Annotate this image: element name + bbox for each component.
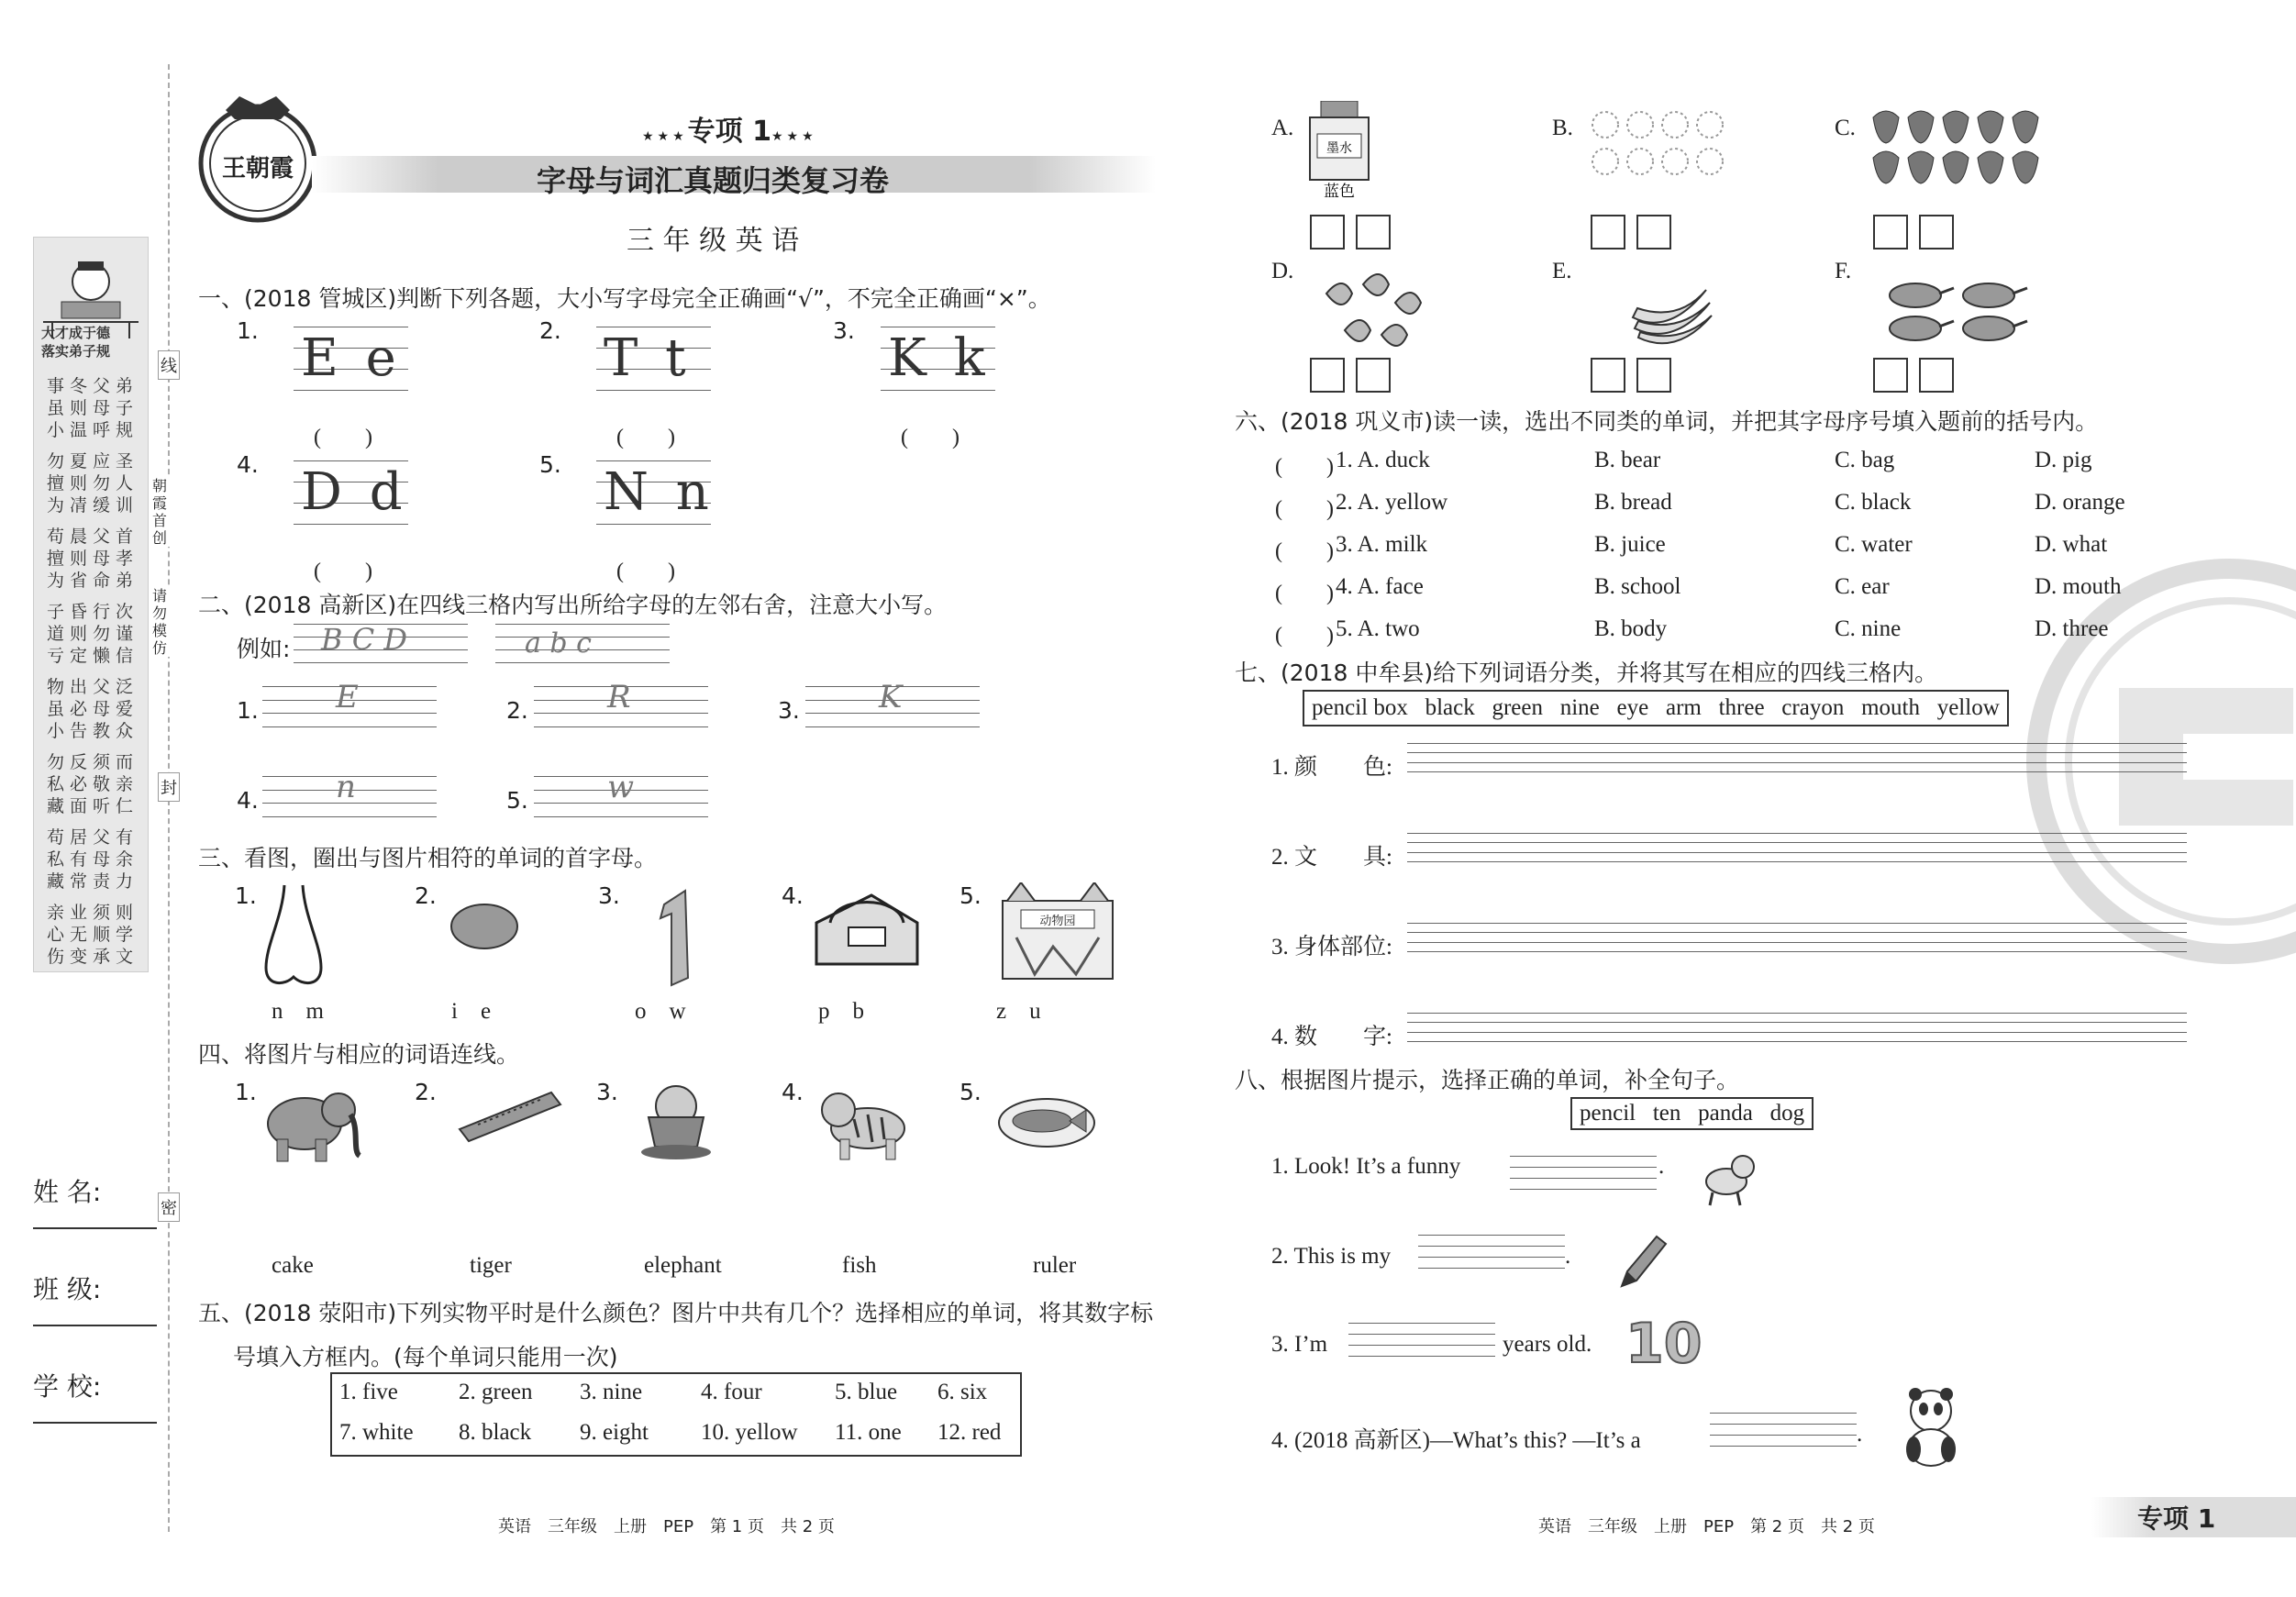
motto-1: 大才成于德 — [41, 325, 111, 341]
category-write-grid[interactable] — [1407, 743, 2187, 774]
category-label: 1. 颜 色: — [1271, 755, 1392, 780]
poem-line: 伤变承文 — [47, 947, 139, 967]
option-a: 5. A. two — [1336, 616, 1420, 641]
poem-line: 苟晨父首 — [47, 527, 139, 547]
poem-line: 道则勿谨 — [47, 624, 139, 644]
cake-picture — [635, 1081, 717, 1163]
answer-box-count[interactable] — [1356, 215, 1391, 250]
sec3-title: 三、看图，圈出与图片相符的单词的首字母。 — [198, 845, 658, 871]
option-c: C. water — [1835, 532, 1913, 557]
answer-paren[interactable]: ( ) — [901, 426, 959, 449]
name-label: 姓 名: — [33, 1177, 102, 1207]
sec3-item-number: 4. — [782, 882, 804, 909]
picture-label: A. — [1271, 116, 1294, 140]
sentence-3a: 3. I’m — [1271, 1332, 1328, 1357]
school-field[interactable] — [33, 1422, 157, 1424]
option-d: D. orange — [2035, 490, 2125, 515]
cut-label-secret: 密 — [158, 1192, 180, 1222]
poem-line: 心无顺学 — [47, 925, 139, 945]
category-label: 4. 数 字: — [1271, 1025, 1392, 1049]
ink-caption: 蓝色 — [1324, 183, 1355, 201]
answer-box-color[interactable] — [1310, 215, 1345, 250]
match-word[interactable]: fish — [842, 1253, 877, 1278]
given-letter: n — [336, 769, 356, 805]
answer-box-color[interactable] — [1873, 215, 1908, 250]
sec4-item-number: 1. — [235, 1079, 257, 1105]
sec1-item-number: 3. — [833, 317, 855, 344]
answer-paren[interactable]: ( ) — [1275, 624, 1334, 648]
given-letter: R — [607, 679, 631, 715]
letter-pair: E e — [301, 328, 402, 388]
answer-box-count[interactable] — [1636, 358, 1671, 393]
dog-picture — [1690, 1145, 1763, 1209]
answer-box-color[interactable] — [1591, 358, 1625, 393]
page-title: 字母与词汇真题归类复习卷 — [537, 163, 890, 198]
letter-pair: N n — [604, 462, 715, 522]
given-letter: w — [607, 769, 635, 805]
sec7-title: 七、(2018 中牟县)给下列词语分类，并将其写在相应的四线三格内。 — [1235, 660, 1938, 686]
ruler-picture — [455, 1088, 565, 1143]
picture-label: E. — [1552, 259, 1572, 283]
match-word[interactable]: cake — [272, 1253, 314, 1278]
tiger-picture — [813, 1082, 923, 1165]
elephant-picture — [261, 1082, 361, 1165]
answer-box-color[interactable] — [1873, 358, 1908, 393]
poem-line: 小温呼规 — [47, 420, 139, 440]
picture-label: D. — [1271, 259, 1294, 283]
letter-pair: T t — [604, 328, 692, 388]
sec3-item-number: 5. — [959, 882, 982, 909]
word-option: 10. yellow — [701, 1420, 798, 1445]
sec1-item-number: 2. — [539, 317, 561, 344]
example-lower-letters: a b c — [525, 627, 592, 660]
word-option: 1. five — [339, 1380, 398, 1404]
given-letter: E — [336, 679, 359, 715]
option-d: D. mouth — [2035, 574, 2122, 599]
poem-line: 子昏行次 — [47, 602, 139, 622]
given-letter: K — [879, 679, 903, 715]
zoo-picture — [998, 882, 1117, 983]
option-a: 1. A. duck — [1336, 448, 1430, 472]
letter-choices[interactable]: i e — [451, 999, 492, 1024]
snowflakes-picture — [1587, 105, 1743, 187]
category-label: 2. 文 具: — [1271, 845, 1392, 870]
page-subtitle: 三 年 级 英 语 — [627, 225, 800, 257]
sentence-4: 4. (2018 高新区)—What’s this? —It’s a — [1271, 1428, 1641, 1453]
sec8-word-box: pencil ten panda dog — [1570, 1097, 1814, 1130]
poem-line: 虽则母子 — [47, 398, 139, 418]
option-b: B. bread — [1594, 490, 1672, 515]
option-d: D. pig — [2035, 448, 2092, 472]
answer-box-count[interactable] — [1919, 215, 1954, 250]
category-write-grid[interactable] — [1407, 1013, 2187, 1044]
fish-picture — [996, 1088, 1097, 1152]
poem-line: 藏面听仁 — [47, 796, 139, 816]
poem-line: 私必敬亲 — [47, 774, 139, 794]
nose-picture — [257, 881, 330, 1000]
sec2-item-number: 5. — [506, 787, 528, 814]
cut-label-seal: 封 — [158, 772, 180, 802]
example-upper-letters: B C D — [321, 622, 407, 657]
sec1-item-number: 5. — [539, 451, 561, 478]
poem-line: 小告教众 — [47, 721, 139, 741]
sec4-item-number: 3. — [596, 1079, 618, 1105]
sec1-title: 一、(2018 管城区)判断下列各题，大小写字母完全正确画“√”，不完全正确画“×”。 — [198, 285, 1051, 312]
letter-choices[interactable]: z u — [996, 999, 1041, 1024]
sec5-title-2: 号填入方框内。(每个单词只能用一次) — [233, 1344, 618, 1370]
option-c: C. ear — [1835, 574, 1890, 599]
poem-line: 擅则勿人 — [47, 473, 139, 494]
answer-box-count[interactable] — [1356, 358, 1391, 393]
sec5-title: 五、(2018 荥阳市)下列实物平时是什么颜色？图片中共有几个？选择相应的单词，将其数字标 — [198, 1300, 1154, 1326]
answer-box-color[interactable] — [1591, 215, 1625, 250]
pencil-picture — [1614, 1229, 1669, 1293]
word-option: 7. white — [339, 1420, 414, 1445]
sentence-1: 1. Look! It’s a funny — [1271, 1154, 1461, 1179]
class-label: 班 级: — [33, 1274, 102, 1304]
poem-line: 勿夏应圣 — [47, 451, 139, 471]
period-4: . — [1857, 1422, 1863, 1447]
answer-paren[interactable]: ( ) — [616, 426, 675, 449]
poem-line: 亏定懒信 — [47, 646, 139, 666]
sec3-item-number: 3. — [598, 882, 620, 909]
poem-line: 亲业须则 — [47, 903, 139, 923]
word-option: 5. blue — [835, 1380, 898, 1404]
period-2: . — [1565, 1244, 1571, 1269]
sec2-item-number: 3. — [778, 697, 800, 724]
poem-line: 擅则母孝 — [47, 549, 139, 569]
poem-line: 苟居父有 — [47, 827, 139, 848]
answer-grid-1[interactable] — [1510, 1156, 1657, 1191]
letter-pair: K k — [888, 328, 991, 388]
picture-label: F. — [1835, 259, 1852, 283]
answer-grid-2[interactable] — [1418, 1235, 1565, 1270]
poem-line: 为省命弟 — [47, 571, 139, 591]
letter-choices[interactable]: n m — [272, 999, 324, 1024]
answer-paren[interactable]: ( ) — [1275, 455, 1334, 479]
cut-label-brand: 朝霞首创 — [152, 477, 171, 547]
option-c: C. bag — [1835, 448, 1895, 472]
answer-paren[interactable]: ( ) — [1275, 582, 1334, 605]
banner-label: ★★★专项 1★★★ — [642, 116, 817, 148]
answer-paren[interactable]: ( ) — [616, 560, 675, 583]
ink-bottle-picture — [1303, 101, 1385, 202]
answer-grid-3[interactable] — [1348, 1323, 1495, 1358]
poem-line: 私有母余 — [47, 849, 139, 870]
class-field[interactable] — [33, 1325, 157, 1326]
option-d: D. what — [2035, 532, 2108, 557]
leaves-picture — [1308, 266, 1427, 358]
option-a: 3. A. milk — [1336, 532, 1428, 557]
sec2-item-number: 2. — [506, 697, 528, 724]
option-a: 4. A. face — [1336, 574, 1424, 599]
brand-logo-text: 王朝霞 — [221, 155, 294, 183]
sec1-item-number: 1. — [237, 317, 259, 344]
match-word[interactable]: elephant — [644, 1253, 722, 1278]
answer-paren[interactable]: ( ) — [314, 426, 372, 449]
sec3-item-number: 1. — [235, 882, 257, 909]
sec4-item-number: 4. — [782, 1079, 804, 1105]
word-option: 4. four — [701, 1380, 762, 1404]
answer-paren[interactable]: ( ) — [1275, 497, 1334, 521]
cut-label-warning: 请勿模仿 — [152, 587, 171, 657]
option-b: B. body — [1594, 616, 1668, 641]
poem-line: 虽必母爱 — [47, 699, 139, 719]
right-footer: 英语 三年级 上册 PEP 第 2 页 共 2 页 — [1538, 1517, 1875, 1536]
sec7-word-box: pencil box black green nine eye arm three crayon mouth yellow — [1303, 690, 2009, 726]
poem-line: 勿反须而 — [47, 752, 139, 772]
zoo-sign-text: 动物园 — [1039, 915, 1076, 928]
option-c: C. black — [1835, 490, 1912, 515]
sec8-title: 八、根据图片提示，选择正确的单词，补全句子。 — [1235, 1067, 1740, 1093]
answer-box-color[interactable] — [1310, 358, 1345, 393]
letter-choices[interactable]: p b — [818, 999, 865, 1024]
answer-grid-4[interactable] — [1710, 1413, 1857, 1447]
strawberries-picture — [1868, 103, 2051, 194]
option-b: B. juice — [1594, 532, 1666, 557]
bag-picture — [807, 886, 926, 978]
poem-line: 物出父泛 — [47, 677, 139, 697]
option-a: 2. A. yellow — [1336, 490, 1448, 515]
motto-2: 落实弟子规 — [41, 343, 111, 360]
left-footer: 英语 三年级 上册 PEP 第 1 页 共 2 页 — [498, 1517, 835, 1536]
sec5-word-box — [330, 1372, 1022, 1457]
answer-box-count[interactable] — [1919, 358, 1954, 393]
sec2-title: 二、(2018 高新区)在四线三格内写出所给字母的左邻右舍，注意大小写。 — [198, 592, 948, 618]
school-label: 学 校: — [33, 1371, 102, 1402]
word-option: 8. black — [459, 1420, 532, 1445]
panda-picture — [1899, 1385, 1963, 1468]
poem-line: 为凊缓训 — [47, 495, 139, 516]
word-option: 6. six — [937, 1380, 988, 1404]
ten-picture: 10 — [1625, 1312, 1703, 1376]
sentence-3b: years old. — [1503, 1332, 1592, 1357]
category-write-grid[interactable] — [1407, 923, 2187, 954]
sec4-item-number: 2. — [415, 1079, 437, 1105]
match-word[interactable]: ruler — [1033, 1253, 1077, 1278]
word-option: 2. green — [459, 1380, 533, 1404]
word-option: 11. one — [835, 1420, 902, 1445]
picture-label: B. — [1552, 116, 1573, 140]
letter-pair: D d — [301, 462, 408, 522]
sidebar-panel — [33, 237, 149, 972]
poem-line: 藏常责力 — [47, 871, 139, 892]
category-write-grid[interactable] — [1407, 833, 2187, 864]
option-d: D. three — [2035, 616, 2109, 641]
picture-label: C. — [1835, 116, 1856, 140]
letter-choices[interactable]: o w — [635, 999, 686, 1024]
answer-paren[interactable]: ( ) — [1275, 539, 1334, 563]
match-word[interactable]: tiger — [470, 1253, 512, 1278]
ink-label: 墨水 — [1326, 141, 1352, 156]
word-option: 3. nine — [580, 1380, 643, 1404]
sec3-item-number: 2. — [415, 882, 437, 909]
sec4-title: 四、将图片与相应的词语连线。 — [198, 1041, 520, 1068]
period-1: . — [1658, 1154, 1665, 1179]
cut-label-line: 线 — [158, 350, 180, 380]
brand-logo — [189, 92, 327, 229]
egg-picture — [448, 899, 521, 954]
pans-picture — [1884, 275, 2040, 349]
answer-paren[interactable]: ( ) — [314, 560, 372, 583]
one-picture — [653, 886, 699, 992]
word-option: 9. eight — [580, 1420, 649, 1445]
right-tab-label: 专项 1 — [2137, 1503, 2216, 1534]
sec2-example-label: 例如: — [237, 636, 291, 662]
option-b: B. school — [1594, 574, 1681, 599]
category-label: 3. 身体部位: — [1271, 935, 1392, 959]
banner-label-text: 专项 1 — [687, 116, 771, 148]
option-b: B. bear — [1594, 448, 1661, 472]
name-field[interactable] — [33, 1227, 157, 1229]
poem-line: 事冬父弟 — [47, 376, 139, 396]
answer-box-count[interactable] — [1636, 215, 1671, 250]
word-option: 12. red — [937, 1420, 1002, 1445]
sentence-2: 2. This is my — [1271, 1244, 1392, 1269]
option-c: C. nine — [1835, 616, 1902, 641]
sec2-item-number: 4. — [237, 787, 259, 814]
bananas-picture — [1624, 272, 1715, 345]
sec2-item-number: 1. — [237, 697, 259, 724]
sec4-item-number: 5. — [959, 1079, 982, 1105]
sec1-item-number: 4. — [237, 451, 259, 478]
sec6-title: 六、(2018 巩义市)读一读，选出不同类的单词，并把其字母序号填入题前的括号内。 — [1235, 408, 2099, 435]
